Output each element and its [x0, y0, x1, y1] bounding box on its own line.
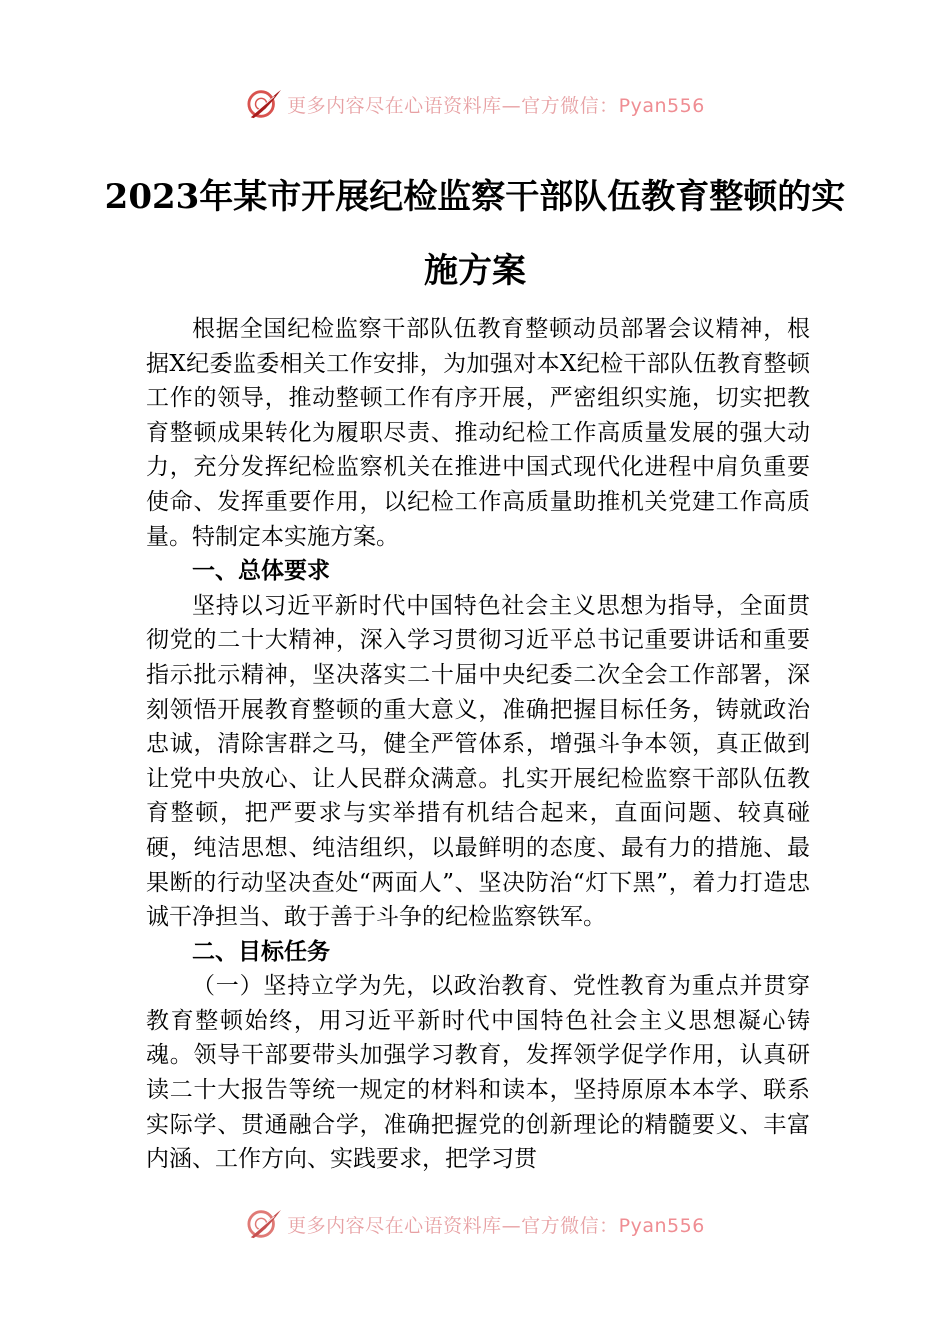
section-2-item-1: （一）坚持立学为先，以政治教育、党性教育为重点并贯穿教育整顿始终，用习近平新时代中国特色社会主义思想凝心铸魂。领导干部要带头加强学习教育，发挥领学促学作用，认真研读二十大报告等统一规定的材料和读本，坚持原原本本学、联系实际学、贯通融合学，准确把握党的创新理论的精髓要义、丰富内涵、工作方向、实践要求，把学习贯 — [146, 973, 810, 1173]
quill-logo-icon — [245, 87, 283, 121]
section-heading-1: 一、总体要求 — [192, 558, 330, 585]
quill-logo-icon — [245, 1207, 283, 1241]
wechat-id: Pyan556 — [618, 1214, 705, 1237]
wechat-id: Pyan556 — [618, 94, 705, 117]
footer-banner — [0, 1202, 950, 1246]
footer-banner-text: 更多内容尽在心语资料库—官方微信：Pyan556 — [287, 1214, 705, 1237]
section-1-paragraph: 坚持以习近平新时代中国特色社会主义思想为指导，全面贯彻党的二十大精神，深入学习贯彻习近平总书记重要讲话和重要指示批示精神，坚决落实二十届中央纪委二次全会工作部署，深刻领悟开展教育整顿的重大意义，准确把握目标任务，铸就政治忠诚，清除害群之马，健全严管体系，增强斗争本领，真正做到让党中央放心、让人民群众满意。扎实开展纪检监察干部队伍教育整顿，把严要求与实举措有机结合起来，直面问题、较真碰硬，纯洁思想、纯洁组织，以最鲜明的态度、最有力的措施、最果断的行动坚决查处“两面人”、坚决防治“灯下黑”，着力打造忠诚干净担当、敢于善于斗争的纪检监察铁军。 — [146, 592, 810, 931]
section-heading-2: 二、目标任务 — [192, 938, 330, 965]
intro-paragraph: 根据全国纪检监察干部队伍教育整顿动员部署会议精神，根据X纪委监委相关工作安排，为加强对本X纪检干部队伍教育整顿工作的领导，推动整顿工作有序开展，严密组织实施，切实把教育整顿成果转化为履职尽责、推动纪检工作高质量发展的强大动力，充分发挥纪检监察机关在推进中国式现代化进程中肩负重要使命、发挥重要作用，以纪检工作高质量助推机关党建工作高质量。特制定本实施方案。 — [146, 316, 810, 550]
header-banner-text: 更多内容尽在心语资料库—官方微信：Pyan556 — [287, 94, 705, 117]
document-body — [146, 312, 810, 1177]
header-banner — [0, 82, 950, 126]
document-title: 2023年某市开展纪检监察干部队伍教育整顿的实施方案 — [104, 177, 846, 291]
